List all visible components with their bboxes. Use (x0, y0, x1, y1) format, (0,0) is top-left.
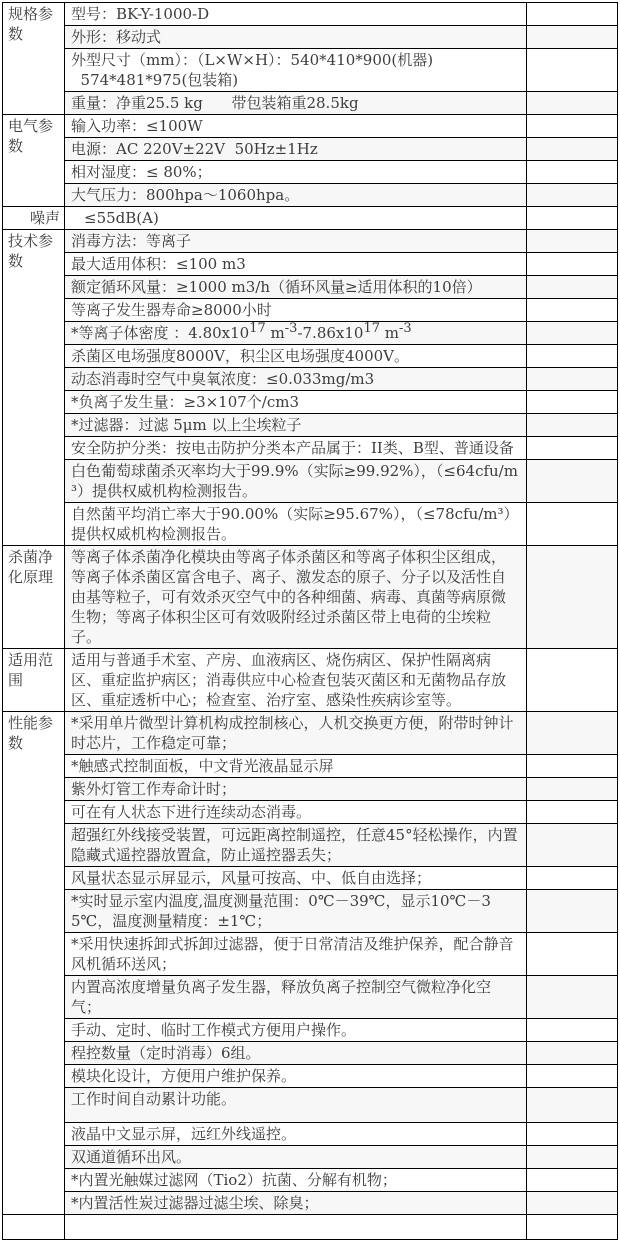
notes-cell (527, 437, 618, 460)
notes-cell (527, 755, 618, 778)
notes-cell (527, 1088, 618, 1123)
notes-cell (527, 1192, 618, 1215)
product-spec-table (2, 2, 618, 1240)
spec-text-cell: 等离子发生器寿命≥8000小时 (65, 299, 527, 322)
table-row (3, 1019, 618, 1042)
notes-cell (527, 92, 618, 115)
table-row (3, 460, 618, 503)
spec-text-cell: 紫外灯管工作寿命计时； (65, 778, 527, 801)
plain-text: m (380, 324, 399, 342)
spec-text-cell: *采用快速拆卸式拆卸过滤器，便于日常清洁及维护保养，配合静音风机循环送风； (65, 933, 527, 976)
spec-text-cell: *实时显示室内温度,温度测量范围：0℃－39℃，显示10℃－35℃，温度测量精度：±1℃； (65, 890, 527, 933)
spec-text-cell: 模块化设计，方便用户维护保养。 (65, 1065, 527, 1088)
table-row (3, 1042, 618, 1065)
table-row (3, 437, 618, 460)
table-row (3, 1123, 618, 1146)
spec-text-cell: 相对湿度：≤ 80%； (65, 161, 527, 184)
notes-cell (527, 414, 618, 437)
table-row (3, 414, 618, 437)
spec-text-cell: 大气压力：800hpa～1060hpa。 (65, 184, 527, 207)
table-row (3, 26, 618, 49)
category-cell-3: 技术参数 (3, 230, 65, 546)
spec-text-cell: 动态消毒时空气中臭氧浓度：≤0.033mg/m3 (65, 368, 527, 391)
notes-cell (527, 299, 618, 322)
superscript-text: 17 (249, 321, 266, 336)
spec-text-cell: 工作时间自动累计功能。 (65, 1088, 527, 1123)
table-row (3, 161, 618, 184)
plain-text: -7.86x10 (297, 324, 364, 342)
notes-cell (527, 368, 618, 391)
spec-text-cell: *过滤器：过滤 5μm 以上尘埃粒子 (65, 414, 527, 437)
spec-text-cell: 输入功率：≤100W (65, 115, 527, 138)
table-row (3, 976, 618, 1019)
table-row (3, 1088, 618, 1123)
notes-cell (527, 1042, 618, 1065)
notes-cell (527, 230, 618, 253)
table-row (3, 299, 618, 322)
spec-text-cell: 安全防护分类：按电击防护分类本产品属于：II类、B型、普通设备 (65, 437, 527, 460)
table-row (3, 801, 618, 824)
notes-cell (527, 503, 618, 546)
notes-cell (527, 546, 618, 649)
spec-text-cell: 重量：净重25.5 kg 带包装箱重28.5kg (65, 92, 527, 115)
spec-text-cell: ≤55dB(A) (65, 207, 527, 230)
table-row (3, 546, 618, 649)
table-row (3, 503, 618, 546)
notes-cell (527, 322, 618, 345)
table-row (3, 184, 618, 207)
notes-cell (527, 1019, 618, 1042)
spec-text-cell: 超强红外线接受装置，可远距离控制遥控，任意45°轻松操作，内置隐藏式遥控器放置盒，防止遥控器丢失； (65, 824, 527, 867)
table-row (3, 391, 618, 414)
spec-text-cell: 内置高浓度增量负离子发生器，释放负离子控制空气微粒净化空气； (65, 976, 527, 1019)
table-row (3, 322, 618, 345)
spec-text-cell: 杀菌区电场强度8000V，积尘区电场强度4000V。 (65, 345, 527, 368)
table-row (3, 755, 618, 778)
notes-cell (527, 161, 618, 184)
spec-text-cell: 手动、定时、临时工作模式方便用户操作。 (65, 1019, 527, 1042)
table-row (3, 230, 618, 253)
notes-cell (527, 207, 618, 230)
spec-text-cell: *触感式控制面板，中文背光液晶显示屏 (65, 755, 527, 778)
spec-text-cell: 适用与普通手术室、产房、血液病区、烧伤病区、保护性隔离病区、重症监护病区；消毒供应中心检查包装灭菌区和无菌物品存放区、重症透析中心；检查室、治疗室、感染性疾病诊室等。 (65, 649, 527, 712)
superscript-text: 17 (363, 321, 380, 336)
notes-cell (527, 712, 618, 755)
notes-cell (527, 49, 618, 92)
notes-cell (527, 460, 618, 503)
spec-text-cell: *内置光触媒过滤网（Tio2）抗菌、分解有机物； (65, 1169, 527, 1192)
category-cell-2: 噪声 (3, 207, 65, 230)
notes-cell (527, 1065, 618, 1088)
notes-cell (527, 3, 618, 26)
table-row (3, 3, 618, 26)
category-cell-0: 规格参数 (3, 3, 65, 115)
notes-cell (527, 345, 618, 368)
table-row (3, 1169, 618, 1192)
notes-cell (527, 1215, 618, 1240)
spec-text-cell: 外形：移动式 (65, 26, 527, 49)
spec-text-cell: 可在有人状态下进行连续动态消毒。 (65, 801, 527, 824)
notes-cell (527, 933, 618, 976)
spec-text-cell: *负离子发生量：≥3×107个/cm3 (65, 391, 527, 414)
table-row (3, 92, 618, 115)
notes-cell (527, 824, 618, 867)
spec-text-cell: *内置活性炭过滤器过滤尘埃、除臭； (65, 1192, 527, 1215)
category-cell-4: 杀菌净化原理 (3, 546, 65, 649)
category-cell-5: 适用范围 (3, 649, 65, 712)
table-row (3, 276, 618, 299)
spec-text-cell: 型号：BK-Y-1000-D (65, 3, 527, 26)
spec-text-cell: 自然菌平均消亡率大于90.00%（实际≥95.67%），（≤78cfu/m³）提供权威机构检测报告。 (65, 503, 527, 546)
table-row (3, 368, 618, 391)
category-cell-1: 电气参数 (3, 115, 65, 207)
plain-text: *等离子体密度 ：4.80x10 (71, 324, 250, 342)
spec-table-body (3, 3, 618, 1240)
spec-text-cell: *采用单片微型计算机构成控制核心，人机交换更方便，附带时钟计时芯片，工作稳定可靠； (65, 712, 527, 755)
table-row (3, 49, 618, 92)
spec-text-cell: 最大适用体积：≤100 m3 (65, 253, 527, 276)
table-row (3, 867, 618, 890)
notes-cell (527, 1169, 618, 1192)
spec-text-cell (65, 322, 527, 345)
spec-text-cell: 风量状态显示屏显示，风量可按高、中、低自由选择； (65, 867, 527, 890)
notes-cell (527, 867, 618, 890)
category-cell-6: 性能参数 (3, 712, 65, 1215)
table-row (3, 712, 618, 755)
notes-cell (527, 801, 618, 824)
table-row (3, 824, 618, 867)
table-row (3, 649, 618, 712)
table-row (3, 778, 618, 801)
table-row (3, 345, 618, 368)
table-row (3, 1192, 618, 1215)
spec-text-cell: 双通道循环出风。 (65, 1146, 527, 1169)
notes-cell (527, 115, 618, 138)
spec-text-cell: 液晶中文显示屏，远红外线遥控。 (65, 1123, 527, 1146)
table-row (3, 1065, 618, 1088)
notes-cell (527, 253, 618, 276)
notes-cell (527, 26, 618, 49)
notes-cell (527, 138, 618, 161)
table-row (3, 207, 618, 230)
notes-cell (527, 976, 618, 1019)
category-cell-7 (3, 1215, 65, 1240)
table-row (3, 115, 618, 138)
spec-text-cell: 外型尺寸（mm）：（L×W×H）：540*410*900(机器) 574*481*975(包装箱) (65, 49, 527, 92)
notes-cell (527, 649, 618, 712)
spec-text-cell: 等离子体杀菌净化模块由等离子体杀菌区和等离子体积尘区组成，等离子体杀菌区富含电子、离子、激发态的原子、分子以及活性自由基等粒子，可有效杀灭空气中的各种细菌、病毒、真菌等病原微生物；等离子体积尘区可有效吸附经过杀菌区带上电荷的尘埃粒子。 (65, 546, 527, 649)
notes-cell (527, 890, 618, 933)
table-row (3, 933, 618, 976)
plain-text: m (265, 324, 285, 342)
table-row (3, 1146, 618, 1169)
notes-cell (527, 1146, 618, 1169)
superscript-text: -3 (284, 321, 298, 336)
table-row (3, 138, 618, 161)
superscript-text: -3 (399, 321, 412, 336)
spec-text-cell: 白色葡萄球菌杀灭率均大于99.9%（实际≥99.92%），（≤64cfu/m³）提供权威机构检测报告。 (65, 460, 527, 503)
table-row (3, 890, 618, 933)
table-row (3, 253, 618, 276)
spec-text-cell (65, 1215, 527, 1240)
table-row (3, 1215, 618, 1240)
spec-text-cell: 额定循环风量：≥1000 m3/h（循环风量≥适用体积的10倍） (65, 276, 527, 299)
notes-cell (527, 1123, 618, 1146)
notes-cell (527, 778, 618, 801)
spec-text-cell: 电源：AC 220V±22V 50Hz±1Hz (65, 138, 527, 161)
notes-cell (527, 184, 618, 207)
notes-cell (527, 276, 618, 299)
notes-cell (527, 391, 618, 414)
spec-text-cell: 程控数量（定时消毒）6组。 (65, 1042, 527, 1065)
spec-text-cell: 消毒方法：等离子 (65, 230, 527, 253)
